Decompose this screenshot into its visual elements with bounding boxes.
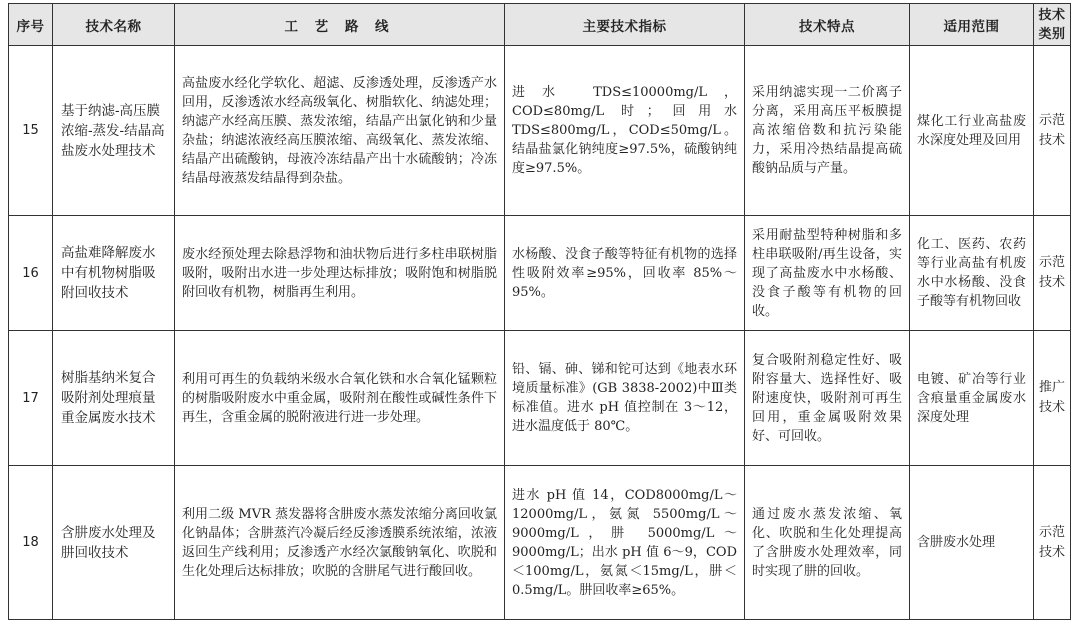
row-tech-name: 高盐难降解废水中有机物树脂吸附回收技术 xyxy=(53,216,175,331)
row-process: 利用二级 MVR 蒸发器将含肼废水蒸发浓缩分离回收氯化钠晶体；含肼蒸汽冷凝后经反渗透膜系统浓缩，浓液返回生产线利用；反渗透产水经次氯酸钠氧化、吹脱和生化处理后达标排放；吹脱的含肼尾气进行酸回收。 xyxy=(175,466,505,620)
row-index: 16 xyxy=(9,216,53,331)
row-index: 15 xyxy=(9,46,53,216)
header-category: 技术类别 xyxy=(1034,4,1071,46)
table-header-row xyxy=(9,4,1071,46)
row-category: 示范技术 xyxy=(1034,466,1071,620)
row-scope: 煤化工行业高盐废水深度处理及回用 xyxy=(910,46,1034,216)
row-features: 复合吸附剂稳定性好、吸附容量大、选择性好、吸附速度快，吸附剂可再生回用，重金属吸附效果好、可回收。 xyxy=(745,331,910,466)
table-row xyxy=(9,216,1071,331)
row-category: 示范技术 xyxy=(1034,216,1071,331)
row-indicators: 进水 TDS≤10000mg/L，COD≤80mg/L 时；回用水 TDS≤800mg/L，COD≤50mg/L。结晶盐氯化钠纯度≥97.5%，硫酸钠纯度≥97.5%。 xyxy=(505,46,745,216)
row-category: 推广技术 xyxy=(1034,331,1071,466)
row-indicators: 水杨酸、没食子酸等特征有机物的选择性吸附效率≥95%，回收率 85%～95%。 xyxy=(505,216,745,331)
row-tech-name: 树脂基纳米复合吸附剂处理痕量重金属废水技术 xyxy=(53,331,175,466)
header-index: 序号 xyxy=(9,4,53,46)
technology-table xyxy=(8,3,1071,620)
header-features: 技术特点 xyxy=(745,4,910,46)
row-process: 废水经预处理去除悬浮物和油状物后进行多柱串联树脂吸附，吸附出水进一步处理达标排放；吸附饱和树脂脱附回收有机物，树脂再生利用。 xyxy=(175,216,505,331)
header-name: 技术名称 xyxy=(53,4,175,46)
row-index: 18 xyxy=(9,466,53,620)
row-process: 利用可再生的负载纳米级水合氧化铁和水合氧化锰颗粒的树脂吸附废水中重金属，吸附剂在酸性或碱性条件下再生，含重金属的脱附液进行进一步处理。 xyxy=(175,331,505,466)
row-tech-name: 含肼废水处理及肼回收技术 xyxy=(53,466,175,620)
row-scope: 电镀、矿冶等行业含痕量重金属废水深度处理 xyxy=(910,331,1034,466)
row-process: 高盐废水经化学软化、超滤、反渗透处理，反渗透产水回用，反渗透浓水经高级氧化、树脂软化、纳滤处理；纳滤产水经高压膜、蒸发浓缩，结晶产出氯化钠和少量杂盐；纳滤浓液经高压膜浓缩、高级氧化、蒸发浓缩、结晶产出硫酸钠，母液冷冻结晶产出十水硫酸钠；冷冻结晶母液蒸发结晶得到杂盐。 xyxy=(175,46,505,216)
row-indicators: 进水 pH 值 14，COD8000mg/L～12000mg/L，氨氮 5500mg/L～9000mg/L，肼 5000mg/L～9000mg/L；出水 pH 值 6～9，COD＜100mg/L，氨氮＜15mg/L，肼＜0.5mg/L。肼回收率≥65%。 xyxy=(505,466,745,620)
table-row xyxy=(9,46,1071,216)
table-row xyxy=(9,466,1071,620)
header-scope: 适用范围 xyxy=(910,4,1034,46)
row-indicators: 铅、镉、砷、锑和铊可达到《地表水环境质量标准》(GB 3838-2002)中Ⅲ类标准值。进水 pH 值控制在 3～12，进水温度低于 80℃。 xyxy=(505,331,745,466)
row-tech-name: 基于纳滤-高压膜浓缩-蒸发-结晶高盐废水处理技术 xyxy=(53,46,175,216)
header-indicators: 主要技术指标 xyxy=(505,4,745,46)
row-features: 通过废水蒸发浓缩、氧化、吹脱和生化处理提高了含肼废水处理效率，同时实现了肼的回收。 xyxy=(745,466,910,620)
row-category: 示范技术 xyxy=(1034,46,1071,216)
row-scope: 化工、医药、农药等行业高盐有机废水中水杨酸、没食子酸等有机物回收 xyxy=(910,216,1034,331)
header-process: 工 艺 路 线 xyxy=(175,4,505,46)
row-scope: 含肼废水处理 xyxy=(910,466,1034,620)
row-features: 采用纳滤实现一二价离子分离，采用高压平板膜提高浓缩倍数和抗污染能力，采用冷热结晶提高硫酸钠品质与产量。 xyxy=(745,46,910,216)
row-features: 采用耐盐型特种树脂和多柱串联吸附/再生设备，实现了高盐废水中水杨酸、没食子酸等有机物的回收。 xyxy=(745,216,910,331)
table-row xyxy=(9,331,1071,466)
row-index: 17 xyxy=(9,331,53,466)
